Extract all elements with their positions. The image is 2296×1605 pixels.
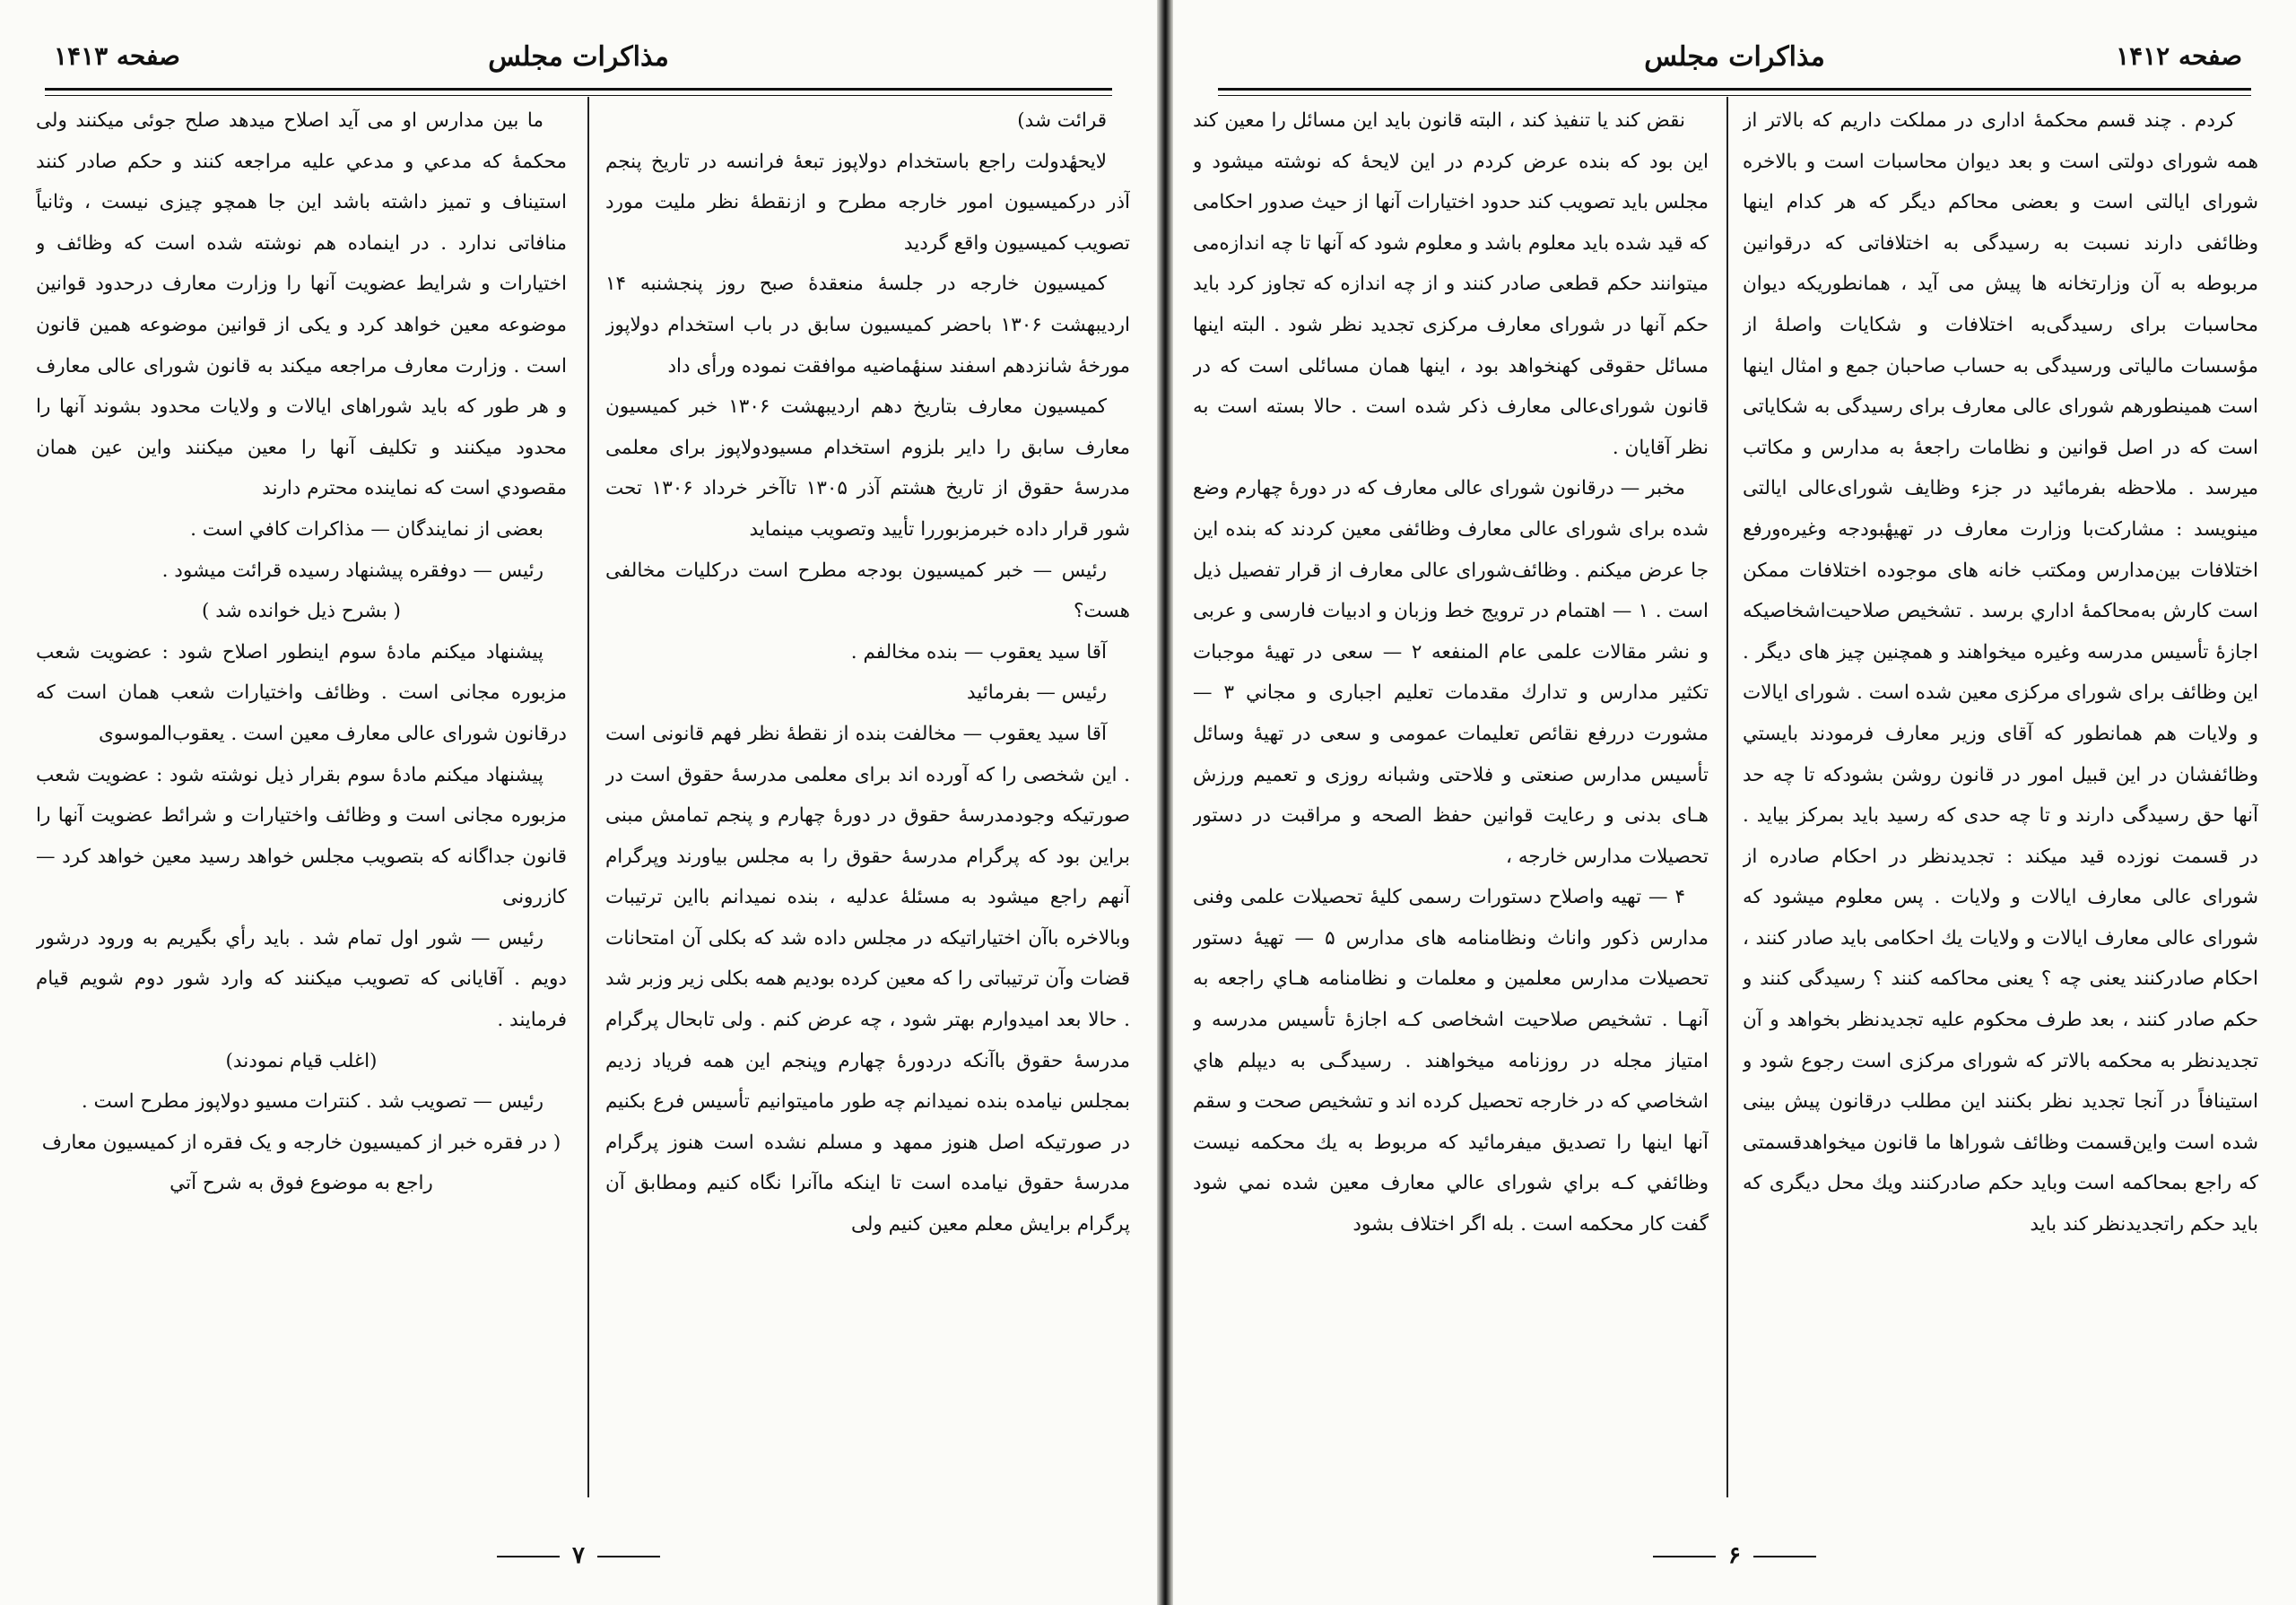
paragraph: ( بشرح ذیل خوانده شد ) [202, 600, 401, 623]
paragraph: رئیس — تصویب شد . کنترات مسیو دولاپوز مطرح است . [81, 1090, 544, 1114]
paragraph: کردم . چند قسم محکمهٔ اداری در مملکت داریم که بالاتر از همه شورای دولتی است و بعد دیوان محاسبات است و بالاخره شورای ایالتی است و بعضی محاکم دیگر که هر کدام اینها وظائفی دارند نسبت به رسیدگی به اختلافاتی که درقوانین مربوطه به آن وزارتخانه ها پیش می آید ، همانطوریکه دیوان محاسبات برای رسیدگی‌به اختلافات و شکایات واصلهٔ از مؤسسات مالیاتی ورسیدگی به حساب صاحبان جمع و امثال اینها است همینطورهم شورای عالی معارف برای رسیدگی به شکایاتی است که در اصل قوانین و نظامات راجعهٔ به مدارس و مکاتب میرسد . ملاحظه بفرمائید در جزء وظایف شورای‌عالی ایالتی مینویسد : مشارکت‌با وزارت معارف در تهیهٔبودجه وغیره‌ورفع اختلافات بین‌مدارس ومکتب خانه های موجوده اختلافات ممکن است کارش به‌محاکمهٔ اداري برسد . تشخیص صلاحیت‌اشخاصیکه اجازهٔ تأسیس مدرسه وغیره میخواهند و همچنین چیز های دیگر . این وظائف برای شورای مرکزی معین شده است . شورای ایالات و ولایات هم همانطور که آقای وزیر معارف فرمودند بایستي وظائفشان در این قبیل امور در قانون روشن بشود‌که تا چه حد آنها حق رسیدگی دارند و تا چه حدی که رسید باید بمرکز بیاید . در قسمت نوزده قید میکند : تجدیدنظر در احکام صادره از شورای عالی معارف ایالات و ولایات . پس معلوم میشود که شورای عالی معارف ایالات و ولایات یك احکامی باید صادر کنند ، احکام صادرکنند یعنی چه ؟ یعنی محاکمه کنند ؟ رسیدگی کنند و حکم صادر کنند ، بعد طرف محکوم علیه تجدیدنظر بخواهد و آن تجدیدنظر به محکمه بالاتر که شورای مرکزی است رجوع شود و استینافاً در آنجا تجدید نظر بکنند این مطلب درقانون پیش بینی شده است و‌این‌قسمت وظائف شوراها ما قانون میخواهدقسمتی که راجع بمحاکمه است وباید حکم صادرکنند ویك محل دیگری که باید حکم راتجدیدنظر کند باید [1743, 109, 2258, 1236]
paragraph: بعضی از نمایندگان — مذاکرات کافي است . [190, 517, 544, 541]
paragraph: قرائت شد) [1017, 109, 1107, 132]
header-rule [1218, 95, 2251, 96]
paragraph: پیشنهاد میکنم مادهٔ سوم اینطور اصلاح شود : عضویت شعب مزبوره مجانی است . وظائف واختیارات شعب همان است که درقانون شورای عالی معارف معین است . یعقوب‌الموسوی [36, 640, 567, 745]
paragraph: لایحهٔدولت راجع باستخدام دولاپوز تبعهٔ فرانسه در تاریخ پنجم آذر درکمیسیون امور خارجه مطرح و ازنقطهٔ نظر ملیت مورد تصویب کمیسیون واقع گردید [605, 150, 1130, 255]
right-page-footer: ۶ [1173, 1542, 2296, 1569]
paragraph: آقا سید یعقوب — مخالفت بنده از نقطهٔ نظر فهم قانونی است . این شخصی را که آورده اند برای معلمی مدرسهٔ حقوق است در صورتیکه وجودمدرسهٔ حقوق در دورهٔ چهارم و پنجم تمامش مبنی براین بود که پرگرام مدرسهٔ حقوق را به مجلس بیاورند وپرگرام آنهم راجع میشود به مسئلهٔ عدلیه ، بنده نمیدانم بااین ترتیبات وبالاخره باآن اختیاراتیکه در مجلس داده شد که بکلی آن امتحانات قضات وآن ترتیباتی را که معین کرده بودیم همه بکلی زیر وزبر شد . حالا بعد امیدوارم بهتر شود ، چه عرض کنم . ولی تابحال پرگرام مدرسهٔ حقوق باآنکه دردورهٔ چهارم وپنجم این همه فریاد زدیم بمجلس نیامده بنده نمیدانم چه طور مامیتوانیم تأسیس فرع بکنیم در صورتیکه اصل هنوز ممهد و مسلم نشده است هنوز پرگرام مدرسهٔ حقوق نیامده است تا اینکه ماآنرا نگاه کنیم ومطابق آن پرگرام برایش معلم معین کنیم ولی [605, 722, 1130, 1236]
paragraph: (اغلب قیام نمودند) [225, 1049, 378, 1072]
right-page-right-column [1743, 100, 2258, 1506]
paragraph: مخبر — درقانون شورای عالی معارف که در دورهٔ چهارم وضع شده برای شورای عالی معارف وظائفی معین کردند که بنده این جا عرض میکنم . وظائف‌شورای عالی معارف از قرار تفصیل ذیل است . ۱ — اهتمام در ترویج خط وزبان و ادبیات فارسی و عربی و نشر مقالات علمی عام المنفعه ۲ — سعی در تهیهٔ موجبات تکثیر مدارس و تدارك مقدمات تعلیم اجباری و مجاني ۳ — مشورت دررفع نقائص تعلیمات عمومی و سعی در تهیهٔ وسائل تأسیس مدارس صنعتی و فلاحتی وشبانه روزی و تعمیم ورزش هـای بدنی و رعایت قوانین حفظ الصحه و مراقبت در دستور تحصیلات مدارس خارجه ، [1193, 477, 1709, 868]
paragraph: رئیس — شور اول تمام شد . باید رأي بگیریم به ورود درشور دویم . آقایانی که تصویب میکنند که وارد شور دوم شویم قیام فرمایند . [36, 926, 567, 1032]
paragraph: رئیس — بفرمائید [967, 681, 1107, 705]
left-page-left-column [36, 100, 567, 1506]
paragraph: کمیسیون خارجه در جلسهٔ منعقدهٔ صبح روز پنجشنبه ۱۴ اردیبهشت ۱۳۰۶ باحضر کمیسیون سابق در باب استخدام دولاپوز مورخهٔ شانزدهم اسفند سنهٔماضیه موافقت نموده ورأی داد [605, 273, 1130, 377]
right-page-title: مذاکرات مجلس [1644, 41, 1825, 73]
book-gutter [1157, 0, 1173, 1605]
paragraph: آقا سید یعقوب — بنده مخالفم . [850, 640, 1107, 664]
paragraph: ۴ — تهیه واصلاح دستورات رسمی کلیهٔ تحصیلات علمی وفنی مدارس ذکور واناث ونظامنامه های مدارس ۵ — تهیهٔ دستور تحصیلات مدارس معلمین و معلمات و نظامنامه هـاي راجعه به آنهـا . تشخیص صلاحیت اشخاصی کـه اجازهٔ تأسیس مدرسه و امتیاز مجله در روزنامه میخواهند . رسیدگـی به دیپلم هاي اشخاصي که در خارجه تحصیل کرده اند و تشخیص صحت و سقم آنها اینها را تصدیق میفرمائید که مربوط به یك محکمه نیست وظائفي کـه براي شورای عالي معارف معین شده نمي شود گفت کار محکمه است . بله اگر اختلاف بشود [1193, 886, 1709, 1236]
paragraph: ما بین مدارس او می آید اصلاح میدهد صلح جوئی میکنند ولی محکمهٔ که مدعي و مدعي علیه مراجعه کنند و حکم صادر کنند استیناف و تمیز داشته باشد این جا همچو چیزی نیست ، وثانیاً منافاتی ندارد . در اینماده هم نوشته شده است که وظائف و اختیارات و شرایط عضویت آنها را وزارت معارف درحدود قوانین موضوعه معین خواهد کرد و یکی از قوانین موضوعه همین قانون است . وزارت معارف مراجعه میکند به قانون شورای عالی معارف و هر طور که باید شوراهای ایالات و ولایات محدود بشوند آنها را محدود میکنند و تکلیف آنها را معین میکنند واین عین همان مقصودي است که نماینده محترم دارند [36, 109, 567, 500]
paragraph: رئیس — خبر کمیسیون بودجه مطرح است درکلیات مخالفی هست؟ [605, 559, 1130, 623]
left-page-right-column [605, 100, 1130, 1506]
paragraph: رئیس — دوفقره پیشنهاد رسیده قرائت میشود . [161, 559, 544, 582]
right-page-header [1218, 36, 2251, 91]
paragraph: کمیسیون معارف بتاریخ دهم اردیبهشت ۱۳۰۶ خبر کمیسیون معارف سابق را دایر بلزوم استخدام مسیودولاپوز برای معلمی مدرسهٔ حقوق از تاریخ هشتم آذر ۱۳۰۵ تاآخر خرداد ۱۳۰۶ تحت شور قرار داده خبرمزبوررا تأیید وتصویب مینماید [605, 395, 1130, 541]
paragraph: پیشنهاد میکنم مادهٔ سوم بقرار ذیل نوشته شود : عضویت شعب مزبوره مجانی است و وظائف واختیارات و شرائط عضویت آنها را قانون جداگانه که بتصویب مجلس خواهد رسید معین خواهد کرد — کازرونی [36, 763, 567, 909]
paragraph: نقض کند یا تنفیذ کند ، البته قانون باید این مسائل را معین کند این بود که بنده عرض کردم در این لایحهٔ که نوشته میشود و مجلس باید تصویب کند حدود اختیارات آنها از حیث صدور احکامی که قید شده باید معلوم باشد و معلوم شود که آنها تا چه اندازه‌می میتوانند حکم قطعی صادر کنند و از چه اندازه که تجاوز کرد باید حکم آنها در شورای معارف مرکزی تجدید نظر شود . البته اینها مسائل حقوقی کهنخواهد بود ، اینها همان مسائلی است که در قانون شورای‌عالی معارف ذکر شده است . حالا بسته است به نظر آقایان . [1193, 109, 1709, 459]
right-page [1173, 0, 2296, 1605]
column-divider [1726, 97, 1728, 1497]
left-page-footer: ۷ [0, 1542, 1157, 1569]
right-page-number: صفحه ۱۴۱۲ [2116, 41, 2242, 71]
paragraph: ( در فقره خبر از کمیسیون خارجه و یک فقره از کمیسیون معارف راجع به موضوع فوق به شرح آتي [41, 1131, 561, 1195]
column-divider [587, 97, 589, 1497]
left-page-number: صفحه ۱۴۱۳ [54, 41, 180, 71]
header-rule [45, 95, 1112, 96]
left-page-title: مذاکرات مجلس [488, 41, 669, 73]
left-page-header [45, 36, 1112, 91]
right-page-left-column [1193, 100, 1709, 1506]
